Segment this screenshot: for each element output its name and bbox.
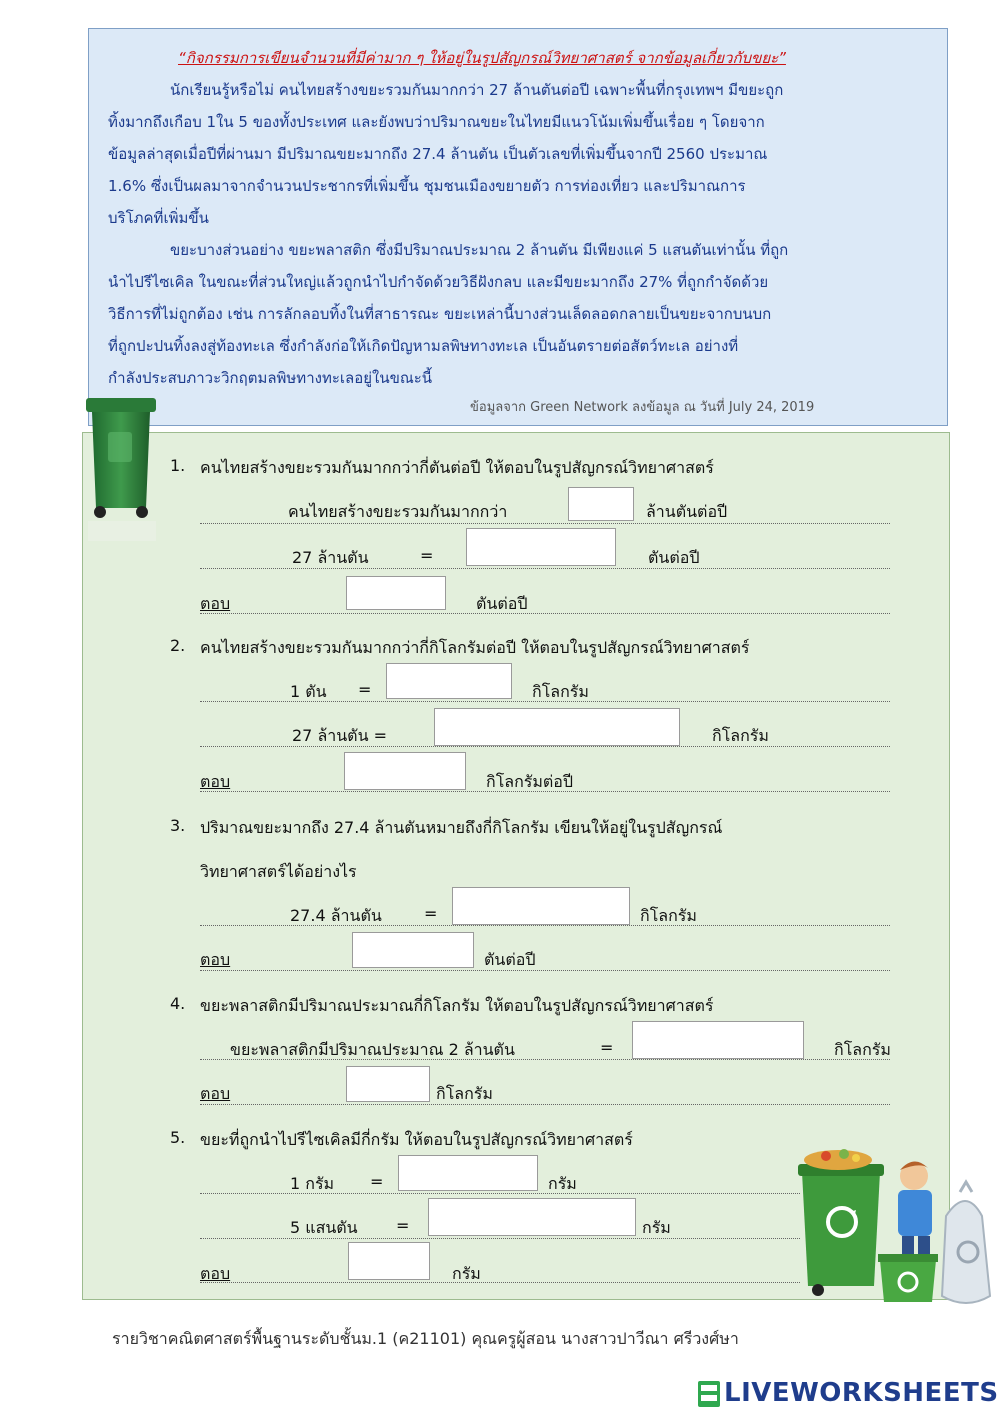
question-number: 2. (170, 636, 186, 655)
question-text: ปริมาณขยะมากถึง 27.4 ล้านตันหมายถึงกี่กิโลกรัม เขียนให้อยู่ในรูปสัญกรณ์ (200, 818, 723, 837)
equals-sign: = (420, 546, 434, 565)
dotted-line (200, 925, 890, 926)
footer-credit: รายวิชาคณิตศาสตร์พื้นฐานระดับชั้นม.1 (ค21101) คุณครูผู้สอน นางสาวปาวีณา ศรีวงศ์ษา (112, 1329, 739, 1348)
passage-line: ทิ้งมากถึงเกือบ 1ใน 5 ของทั้งประเทศ และยังพบว่าปริมาณขยะในไทยมีแนวโน้มเพิ่มขึ้นเรื่อย ๆ โดยจาก (108, 113, 765, 131)
q2-final-answer-input[interactable] (344, 752, 466, 790)
dotted-line (200, 970, 890, 971)
dotted-line (200, 1193, 800, 1194)
q1-final-answer-input[interactable] (346, 576, 446, 610)
q2-line1-label: 1 ตัน (290, 682, 327, 701)
dotted-line (200, 1238, 800, 1239)
q1-line1-unit: ล้านตันต่อปี (646, 502, 728, 521)
q5-answer-unit: กรัม (452, 1264, 481, 1283)
q1-answer-input-2[interactable] (466, 528, 616, 566)
passage-title: “กิจกรรมการเขียนจำนวนที่มีค่ามาก ๆ ให้อยู่ในรูปสัญกรณ์วิทยาศาสตร์ จากข้อมูลเกี่ยวกับขยะ” (178, 49, 786, 67)
dotted-line (200, 613, 890, 614)
passage-line: นักเรียนรู้หรือไม่ คนไทยสร้างขยะรวมกันมากกว่า 27 ล้านตันต่อปี เฉพาะพื้นที่กรุงเทพฯ มีขยะถูก (170, 81, 784, 99)
q5-line1-label: 1 กรัม (290, 1174, 335, 1193)
answer-label: ตอบ (200, 594, 231, 613)
dotted-line (200, 523, 890, 524)
q2-line2-label: 27 ล้านตัน = (292, 726, 387, 745)
q1-line2-unit: ตันต่อปี (648, 548, 700, 567)
q4-line1-label: ขยะพลาสติกมีปริมาณประมาณ 2 ล้านตัน (230, 1040, 515, 1059)
q1-line2-label: 27 ล้านตัน (292, 548, 369, 567)
question-text: ขยะพลาสติกมีปริมาณประมาณกี่กิโลกรัม ให้ตอบในรูปสัญกรณ์วิทยาศาสตร์ (200, 996, 714, 1015)
passage-line: นำไปรีไซเคิล ในขณะที่ส่วนใหญ่แล้วถูกนำไปกำจัดด้วยวิธีฝังกลบ และมีขยะมากถึง 27% ที่ถูกกำจัดด้วย (108, 273, 769, 291)
q3-line1-label: 27.4 ล้านตัน (290, 906, 382, 925)
liveworksheets-logo-icon (698, 1381, 720, 1407)
dotted-line (200, 1059, 890, 1060)
dotted-line (200, 791, 890, 792)
equals-sign: = (396, 1216, 410, 1235)
q1-answer-unit: ตันต่อปี (476, 594, 528, 613)
equals-sign: = (600, 1038, 614, 1057)
q2-line2-unit: กิโลกรัม (712, 726, 769, 745)
q5-line1-unit: กรัม (548, 1174, 577, 1193)
passage-line: บริโภคที่เพิ่มขึ้น (108, 209, 209, 227)
answer-label: ตอบ (200, 1084, 231, 1103)
q5-answer-input-1[interactable] (398, 1155, 538, 1191)
q4-final-answer-input[interactable] (346, 1066, 430, 1102)
trash-bin-icon (82, 396, 160, 546)
question-number: 1. (170, 456, 186, 475)
question-text: ขยะที่ถูกนำไปรีไซเคิลมีกี่กรัม ให้ตอบในรูปสัญกรณ์วิทยาศาสตร์ (200, 1130, 633, 1149)
q3-answer-unit: ตันต่อปี (484, 950, 536, 969)
q3-answer-input-1[interactable] (452, 887, 630, 925)
source-credit: ข้อมูลจาก Green Network ลงข้อมูล ณ วันที่ July 24, 2019 (470, 400, 815, 415)
q4-line1-unit: กิโลกรัม (834, 1040, 891, 1059)
question-text: คนไทยสร้างขยะรวมกันมากกว่ากี่ตันต่อปี ให้ตอบในรูปสัญกรณ์วิทยาศาสตร์ (200, 458, 714, 477)
q2-answer-input-2[interactable] (434, 708, 680, 746)
question-number: 3. (170, 816, 186, 835)
question-text: คนไทยสร้างขยะรวมกันมากกว่ากี่กิโลกรัมต่อปี ให้ตอบในรูปสัญกรณ์วิทยาศาสตร์ (200, 638, 750, 657)
recycling-kid-illustration (796, 1146, 996, 1310)
passage-line: ที่ถูกปะปนทิ้งลงสู่ท้องทะเล ซึ่งกำลังก่อให้เกิดปัญหามลพิษทางทะเล เป็นอันตรายต่อสัตว์ทะเล อย่างที่ (108, 337, 739, 355)
dotted-line (200, 568, 890, 569)
q5-answer-input-2[interactable] (428, 1198, 636, 1236)
question-text-cont: วิทยาศาสตร์ได้อย่างไร (200, 862, 357, 881)
dotted-line (200, 1282, 800, 1283)
q3-line1-unit: กิโลกรัม (640, 906, 697, 925)
question-number: 4. (170, 994, 186, 1013)
equals-sign: = (358, 680, 372, 699)
brand-logo: LIVEWORKSHEETS (724, 1378, 999, 1408)
q5-final-answer-input[interactable] (348, 1242, 430, 1280)
passage-line: ข้อมูลล่าสุดเมื่อปีที่ผ่านมา มีปริมาณขยะมากถึง 27.4 ล้านตัน เป็นตัวเลขที่เพิ่มขึ้นจากปี 2560 ประมาณ (108, 145, 768, 163)
dotted-line (200, 1104, 890, 1105)
q3-final-answer-input[interactable] (352, 932, 474, 968)
passage-line: กำลังประสบภาวะวิกฤตมลพิษทางทะเลอยู่ในขณะนี้ (108, 369, 433, 387)
q4-answer-unit: กิโลกรัม (436, 1084, 493, 1103)
q2-answer-input-1[interactable] (386, 663, 512, 699)
passage-line: วิธีการที่ไม่ถูกต้อง เช่น การลักลอบทิ้งในที่สาธารณะ ขยะเหล่านี้บางส่วนเล็ดลอดกลายเป็นขยะจากบนบก (108, 305, 772, 323)
passage-line: ขยะบางส่วนอย่าง ขยะพลาสติก ซึ่งมีปริมาณประมาณ 2 ล้านตัน มีเพียงแค่ 5 แสนตันเท่านั้น ที่ถูก (170, 241, 789, 259)
q2-line1-unit: กิโลกรัม (532, 682, 589, 701)
q1-line1-label: คนไทยสร้างขยะรวมกันมากกว่า (288, 502, 508, 521)
q5-line2-label: 5 แสนตัน (290, 1218, 358, 1237)
answer-label: ตอบ (200, 1264, 231, 1283)
q4-answer-input-1[interactable] (632, 1021, 804, 1059)
dotted-line (200, 701, 890, 702)
q1-answer-input-1[interactable] (568, 487, 634, 521)
equals-sign: = (424, 904, 438, 923)
equals-sign: = (370, 1172, 384, 1191)
dotted-line (200, 746, 890, 747)
passage-line: 1.6% ซึ่งเป็นผลมาจากจำนวนประชากรที่เพิ่มขึ้น ชุมชนเมืองขยายตัว การท่องเที่ยว และปริมาณการ (108, 177, 746, 195)
answer-label: ตอบ (200, 950, 231, 969)
question-number: 5. (170, 1128, 186, 1147)
q2-answer-unit: กิโลกรัมต่อปี (486, 772, 574, 791)
answer-label: ตอบ (200, 772, 231, 791)
q5-line2-unit: กรัม (642, 1218, 671, 1237)
